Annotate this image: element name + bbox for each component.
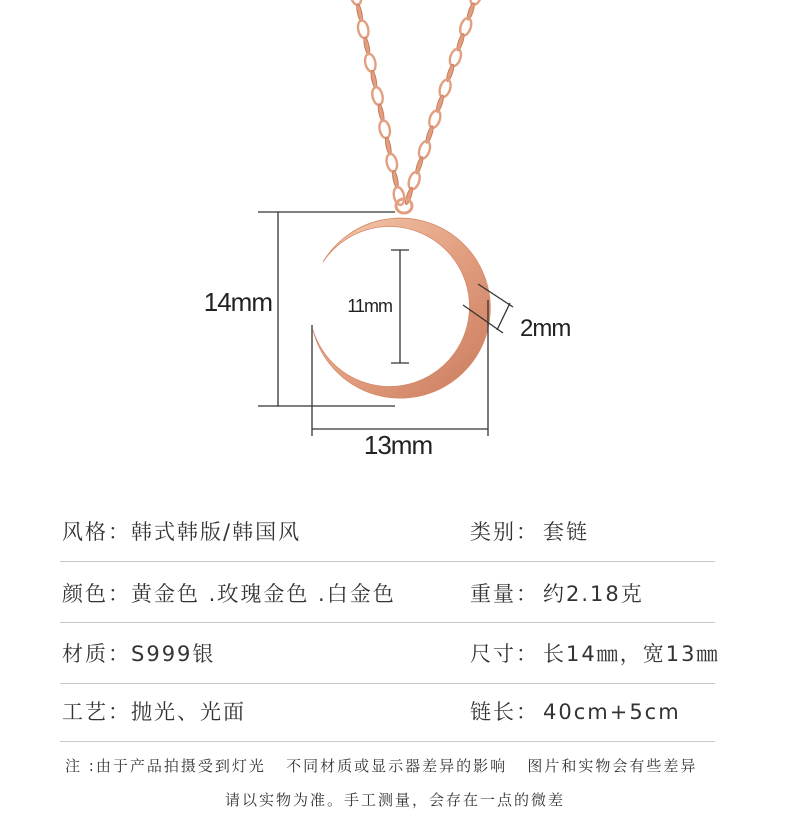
- spec-category-label: 类别：: [470, 520, 539, 544]
- chain-left-strand: [349, 0, 406, 206]
- disclaimer-note-line-1: 注 :由于产品拍摄受到灯光 不同材质或显示器差异的影响 图片和实物会有些差异: [65, 757, 698, 775]
- chain-link: [458, 17, 473, 37]
- spec-color: [62, 581, 396, 607]
- chain-link: [378, 119, 392, 139]
- spec-material-value: S999银: [131, 642, 216, 666]
- spec-weight-label: 重量：: [470, 582, 539, 606]
- spec-color-value: 黄金色 .玫瑰金色 .白金色: [131, 582, 396, 606]
- dimension-label-width: 13mm: [363, 430, 433, 460]
- row-divider: [60, 561, 715, 562]
- row-divider: [60, 683, 715, 684]
- chain-link: [356, 19, 370, 39]
- spec-craft: [62, 699, 246, 725]
- spec-material-label: 材质：: [62, 642, 131, 666]
- chain-link: [370, 70, 378, 89]
- spec-craft-label: 工艺：: [62, 700, 131, 724]
- row-divider: [60, 622, 715, 623]
- chain-link: [371, 86, 385, 106]
- dimension-label-height: 14mm: [203, 287, 272, 317]
- spec-weight-value: 约2.18克: [543, 582, 644, 606]
- chain-right-strand: [404, 0, 484, 205]
- spec-chain-length-value: 40cm+5cm: [543, 700, 681, 724]
- chain-link: [356, 3, 364, 22]
- dimension-label-thickness: 2mm: [520, 315, 571, 342]
- spec-size-label: 尺寸：: [470, 642, 539, 666]
- row-divider: [60, 741, 715, 742]
- chain-link: [363, 37, 371, 56]
- spec-chain-length-label: 链长：: [470, 700, 539, 724]
- spec-row-color-weight: [0, 581, 790, 607]
- disclaimer-note-line-2: 请以实物为准。手工测量，会存在一点的微差: [224, 791, 565, 809]
- crescent-pendant: [313, 218, 490, 398]
- thickness-dimension-line: [497, 303, 510, 330]
- spec-row-style-category: [0, 519, 790, 545]
- chain-link: [349, 0, 363, 6]
- spec-style-value: 韩式韩版/韩国风: [131, 520, 302, 544]
- spec-row-craft-chain-length: [0, 699, 790, 725]
- spec-style-label: 风格：: [62, 520, 131, 544]
- chain-link: [392, 186, 406, 206]
- chain-link: [417, 140, 432, 160]
- chain-link: [384, 137, 392, 156]
- chain-link: [427, 109, 442, 129]
- chain-link: [407, 170, 422, 190]
- spec-style: [62, 519, 301, 545]
- spec-category-value: 套链: [543, 520, 589, 544]
- chain-link: [377, 103, 385, 122]
- spec-material: [62, 641, 215, 667]
- chain-link: [364, 53, 378, 73]
- chain-link: [385, 153, 399, 173]
- chain-link: [438, 78, 453, 98]
- spec-row-material-size: [0, 641, 790, 667]
- dimension-label-inner: 11mm: [347, 296, 392, 316]
- spec-color-label: 颜色：: [62, 582, 131, 606]
- spec-craft-value: 抛光、光面: [131, 700, 246, 724]
- chain-link: [448, 47, 463, 67]
- chain-link: [391, 170, 399, 189]
- spec-size-value: 长14㎜，宽13㎜: [543, 642, 720, 666]
